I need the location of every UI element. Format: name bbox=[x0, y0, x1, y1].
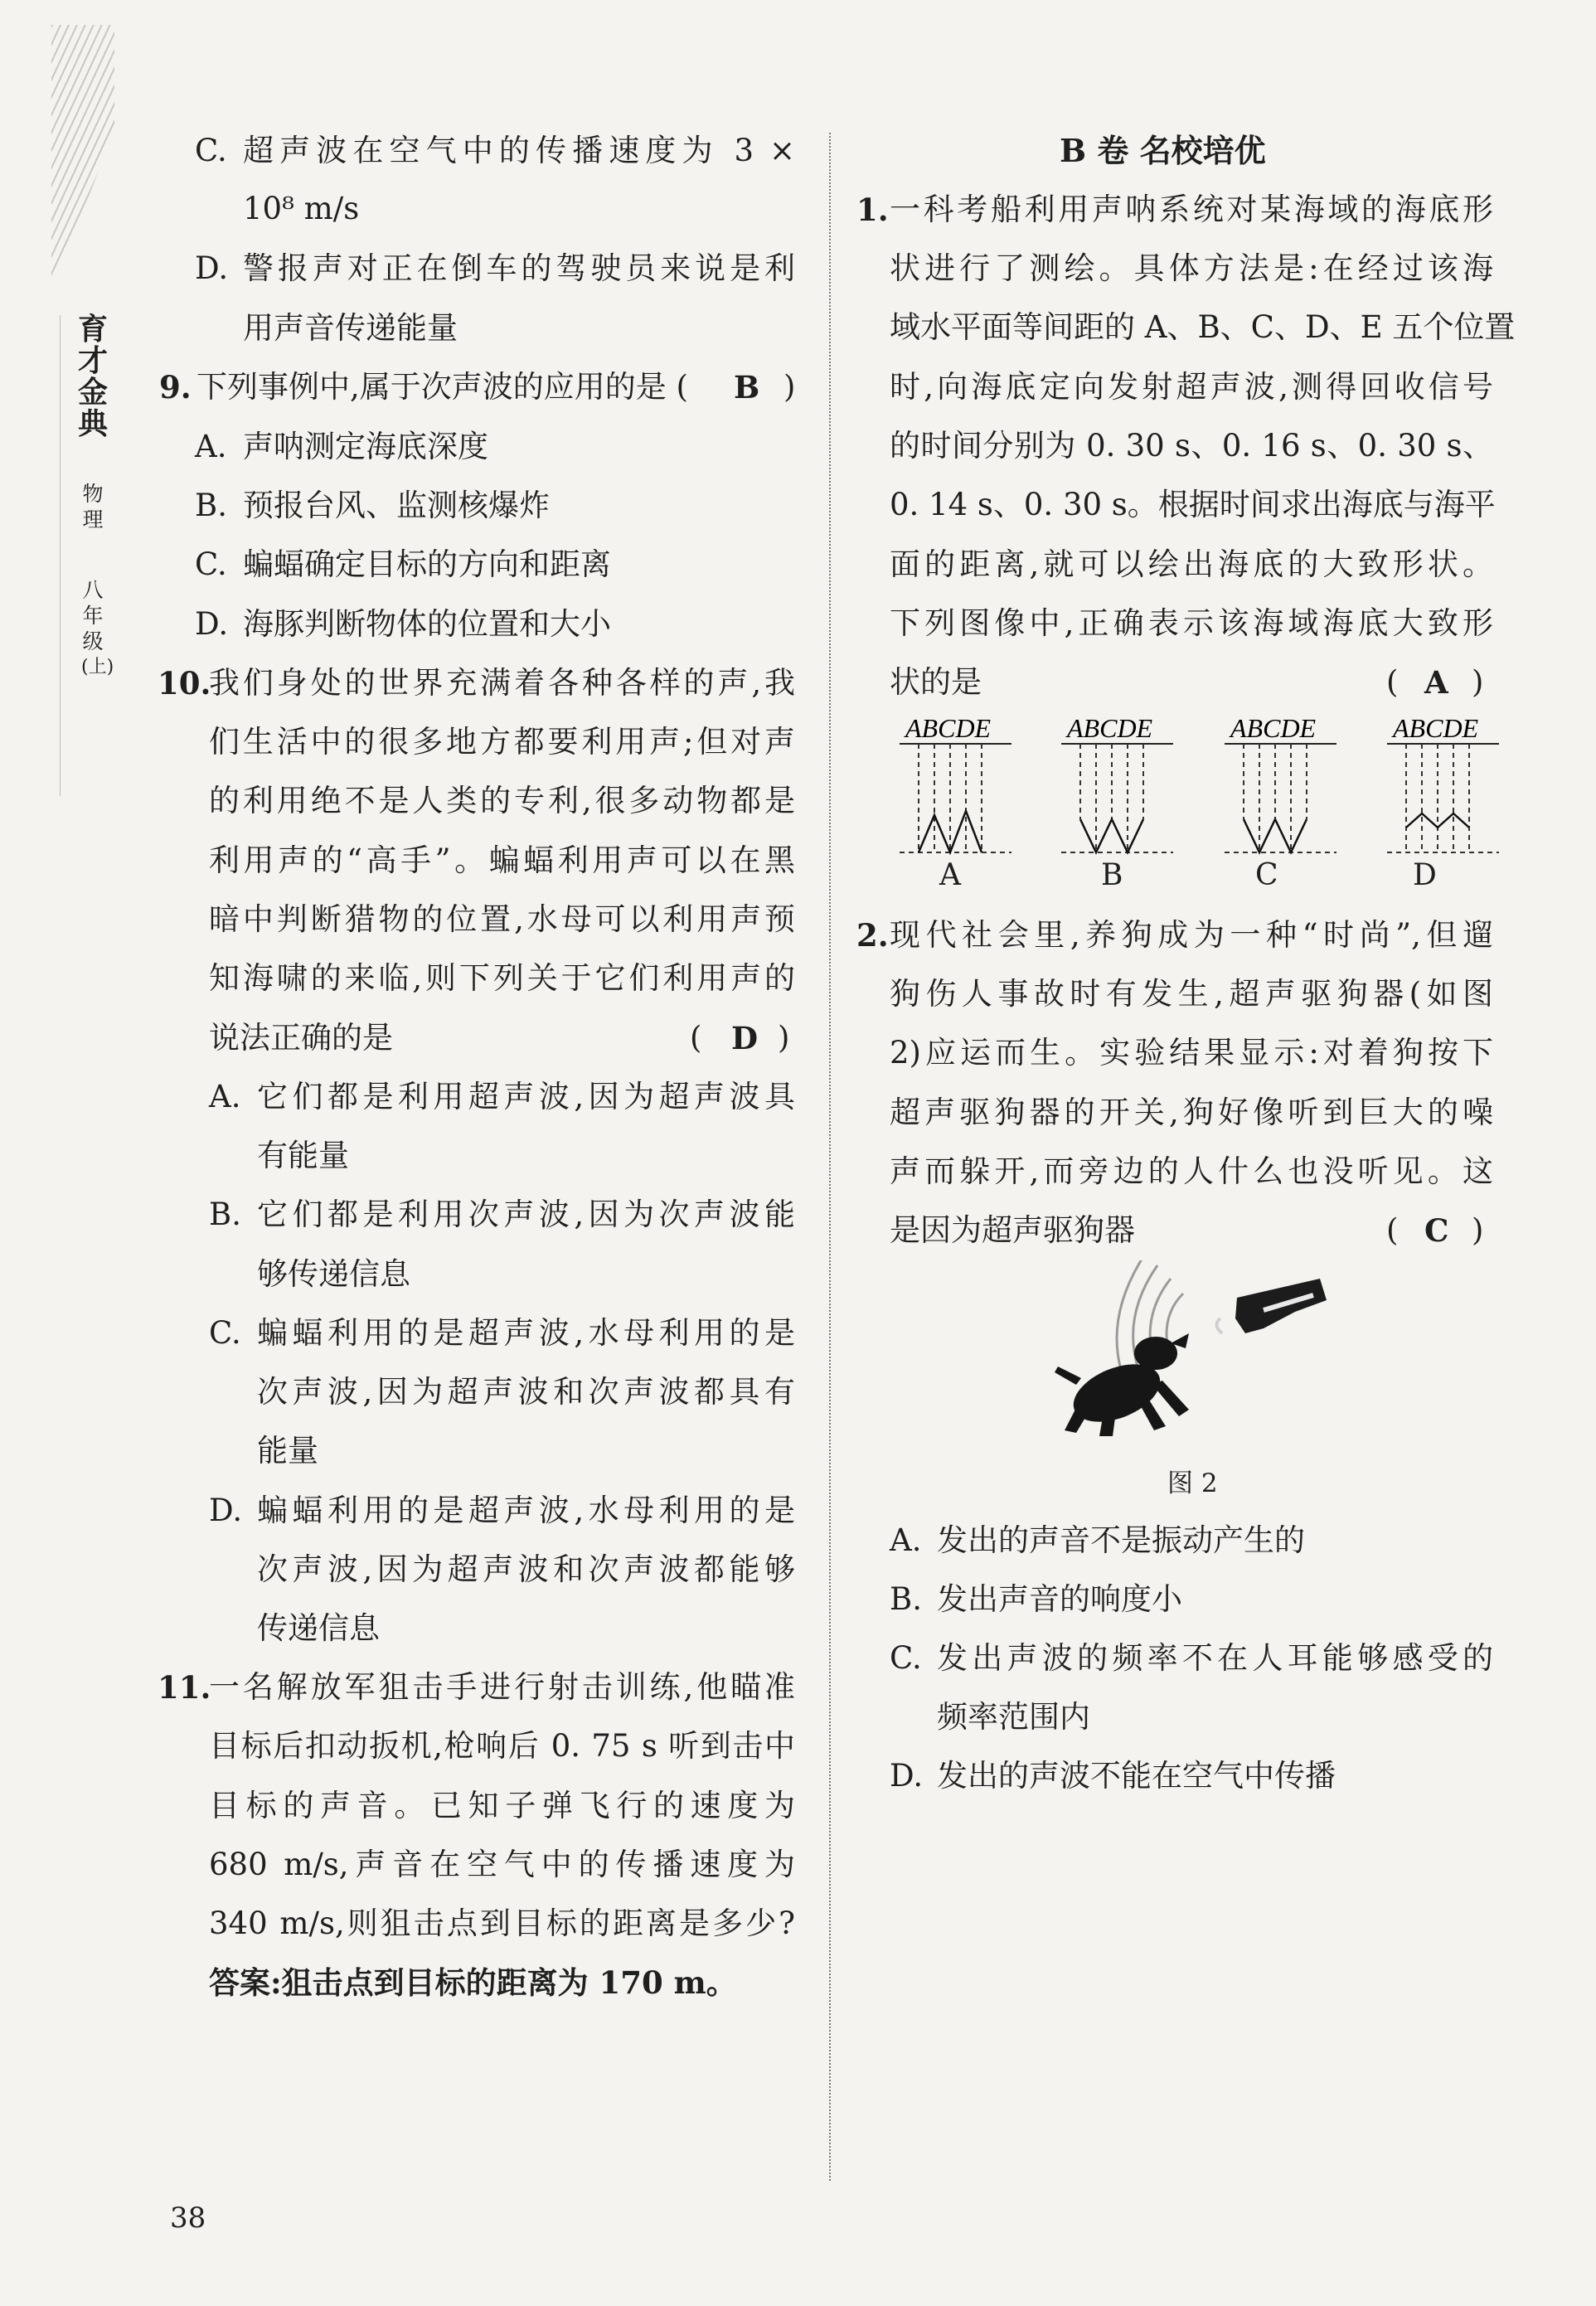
q8-option-c-line1: 超声波在空气中的传播速度为 3 × bbox=[243, 133, 795, 168]
seabed-figure-a-points: ABCDE bbox=[905, 713, 992, 743]
rq2-open-paren: ( bbox=[1386, 1212, 1399, 1248]
seabed-figure-a bbox=[895, 707, 1020, 861]
q10-option-c-line3: 能量 bbox=[257, 1433, 318, 1469]
q9-option-c-text: 蝙蝠确定目标的方向和距离 bbox=[243, 546, 611, 582]
q10-option-a-line2: 有能量 bbox=[257, 1138, 349, 1173]
q10-option-b-line2: 够传递信息 bbox=[257, 1256, 410, 1292]
rq1-stem-line2: 状进行了测绘。具体方法是:在经过该海 bbox=[890, 250, 1493, 286]
sidebar-grade: 八 年 级 (上) bbox=[81, 578, 114, 677]
q10-option-b-line1: 它们都是利用次声波,因为次声波能 bbox=[257, 1197, 795, 1232]
q10-stem-line4: 利用声的“高手”。蝙蝠利用声可以在黑 bbox=[209, 842, 795, 878]
q10-option-a-line1: 它们都是利用超声波,因为超声波具 bbox=[257, 1079, 795, 1114]
rq2-stem-line6: 是因为超声驱狗器 bbox=[890, 1212, 1135, 1248]
dog-repeller-illustration bbox=[1046, 1260, 1336, 1447]
q9-option-a-label: A. bbox=[195, 429, 227, 464]
q11-stem-line5: 340 m/s,则狙击点到目标的距离是多少? bbox=[209, 1905, 795, 1941]
q9-close-paren: ) bbox=[783, 369, 796, 405]
q8-option-d-label: D. bbox=[195, 250, 229, 286]
q11-number: 11. bbox=[158, 1669, 211, 1706]
q10-stem-line1: 我们身处的世界充满着各种各样的声,我 bbox=[209, 665, 795, 701]
seabed-option-d-label: D bbox=[1413, 858, 1437, 892]
seabed-option-a-label: A bbox=[939, 858, 961, 892]
rq2-stem-line5: 声而躲开,而旁边的人什么也没听见。这 bbox=[890, 1153, 1493, 1189]
rq1-stem-line6: 0. 14 s、0. 30 s。根据时间求出海底与海平 bbox=[890, 487, 1496, 522]
rq2-stem-line3: 2)应运而生。实验结果显示:对着狗按下 bbox=[890, 1035, 1493, 1070]
seabed-figure-d-points: ABCDE bbox=[1393, 713, 1479, 743]
rq1-stem-line3: 域水平面等间距的 A、B、C、D、E 五个位置 bbox=[890, 309, 1516, 345]
q10-option-b-label: B. bbox=[209, 1197, 241, 1232]
column-divider bbox=[829, 133, 831, 2181]
q10-stem-line5: 暗中判断猎物的位置,水母可以利用声预 bbox=[209, 901, 795, 937]
q10-number: 10. bbox=[158, 665, 211, 702]
seabed-figure-c bbox=[1220, 707, 1345, 861]
rq1-stem-line5: 的时间分别为 0. 30 s、0. 16 s、0. 30 s、 bbox=[890, 428, 1493, 464]
rq2-answer: C bbox=[1424, 1212, 1449, 1249]
rq2-stem-line4: 超声驱狗器的开关,狗好像听到巨大的噪 bbox=[890, 1095, 1493, 1130]
rq2-option-c-line1: 发出声波的频率不在人耳能够感受的 bbox=[937, 1640, 1493, 1676]
section-title: B 卷 名校培优 bbox=[1060, 132, 1266, 169]
q10-stem-line2: 们生活中的很多地方都要利用声;但对声 bbox=[209, 724, 795, 760]
rq1-stem-line8: 下列图像中,正确表示该海域海底大致形 bbox=[890, 605, 1493, 641]
rq2-option-c-label: C. bbox=[890, 1640, 922, 1676]
rq2-close-paren: ) bbox=[1472, 1212, 1484, 1248]
rq1-stem-line7: 面的距离,就可以绘出海底的大致形状。 bbox=[890, 546, 1493, 582]
rq2-option-d-text: 发出的声波不能在空气中传播 bbox=[937, 1758, 1336, 1794]
decorative-hatch bbox=[51, 25, 114, 290]
page-number: 38 bbox=[170, 2202, 206, 2235]
rq2-option-b-label: B. bbox=[890, 1581, 922, 1617]
q8-option-d-line1: 警报声对正在倒车的驾驶员来说是利 bbox=[243, 250, 795, 286]
q10-option-d-line2: 次声波,因为超声波和次声波都能够 bbox=[257, 1551, 795, 1587]
q10-stem-line3: 的利用绝不是人类的专利,很多动物都是 bbox=[209, 783, 795, 818]
q9-stem: 下列事例中,属于次声波的应用的是 ( bbox=[196, 369, 688, 405]
q10-option-c-line1: 蝙蝠利用的是超声波,水母利用的是 bbox=[257, 1315, 795, 1351]
q10-option-d-line3: 传递信息 bbox=[257, 1610, 380, 1646]
seabed-figure-d bbox=[1383, 707, 1507, 861]
seabed-figure-c-points: ABCDE bbox=[1230, 713, 1317, 743]
figure-2-caption: 图 2 bbox=[1167, 1469, 1218, 1498]
rq1-stem-line9: 状的是 bbox=[890, 664, 982, 700]
q9-option-a-text: 声呐测定海底深度 bbox=[243, 429, 488, 464]
q8-option-c-label: C. bbox=[195, 133, 227, 168]
seabed-figure-b-points: ABCDE bbox=[1067, 713, 1153, 743]
q9-option-b-text: 预报台风、监测核爆炸 bbox=[243, 488, 550, 523]
q10-stem-line6: 知海啸的来临,则下列关于它们利用声的 bbox=[209, 960, 795, 996]
rq2-option-c-line2: 频率范围内 bbox=[937, 1699, 1090, 1735]
sidebar-rule bbox=[60, 315, 61, 796]
q9-answer: B bbox=[734, 369, 760, 405]
q9-option-d-text: 海豚判断物体的位置和大小 bbox=[243, 606, 611, 642]
q10-open-paren: ( bbox=[690, 1020, 702, 1056]
q8-option-c-line2: 10⁸ m/s bbox=[243, 191, 360, 226]
q10-option-c-line2: 次声波,因为超声波和次声波都具有 bbox=[257, 1374, 795, 1410]
rq2-stem-line2: 狗伤人事故时有发生,超声驱狗器(如图 bbox=[890, 976, 1493, 1012]
seabed-figure-b bbox=[1057, 707, 1181, 861]
rq1-close-paren: ) bbox=[1472, 664, 1484, 700]
q10-option-d-line1: 蝙蝠利用的是超声波,水母利用的是 bbox=[257, 1493, 795, 1528]
rq2-stem-line1: 现代社会里,养狗成为一种“时尚”,但遛 bbox=[890, 917, 1493, 953]
rq2-option-d-label: D. bbox=[890, 1758, 924, 1794]
seabed-option-c-label: C bbox=[1255, 858, 1278, 892]
rq1-open-paren: ( bbox=[1386, 664, 1399, 700]
q11-answer: 答案:狙击点到目标的距离为 170 m。 bbox=[209, 1964, 737, 2001]
q10-option-d-label: D. bbox=[209, 1493, 243, 1528]
q9-option-c-label: C. bbox=[195, 546, 227, 582]
q11-stem-line2: 目标后扣动扳机,枪响后 0. 75 s 听到击中 bbox=[209, 1728, 795, 1764]
q10-close-paren: ) bbox=[778, 1020, 790, 1056]
rq2-number: 2. bbox=[856, 917, 889, 954]
q10-answer: D bbox=[731, 1020, 759, 1056]
rq1-number: 1. bbox=[856, 192, 889, 228]
sidebar-brand: 育 才 金 典 bbox=[78, 312, 109, 441]
q11-stem-line1: 一名解放军狙击手进行射击训练,他瞄准 bbox=[209, 1669, 795, 1705]
q11-stem-line4: 680 m/s,声音在空气中的传播速度为 bbox=[209, 1847, 795, 1882]
q8-option-d-line2: 用声音传递能量 bbox=[243, 310, 458, 346]
q9-number: 9. bbox=[159, 369, 192, 405]
rq1-answer: A bbox=[1424, 664, 1448, 701]
rq2-option-a-text: 发出的声音不是振动产生的 bbox=[937, 1522, 1305, 1558]
rq1-stem-line1: 一科考船利用声呐系统对某海域的海底形 bbox=[890, 192, 1493, 227]
q11-stem-line3: 目标的声音。已知子弹飞行的速度为 bbox=[209, 1788, 795, 1823]
rq1-stem-line4: 时,向海底定向发射超声波,测得回收信号 bbox=[890, 369, 1493, 405]
seabed-option-b-label: B bbox=[1101, 858, 1123, 892]
q9-option-d-label: D. bbox=[195, 606, 229, 642]
q10-option-a-label: A. bbox=[209, 1079, 241, 1114]
rq2-option-a-label: A. bbox=[890, 1522, 922, 1558]
q9-option-b-label: B. bbox=[195, 488, 227, 523]
sidebar-subject: 物 理 bbox=[82, 482, 104, 532]
q10-option-c-label: C. bbox=[209, 1315, 241, 1351]
q10-stem-line7: 说法正确的是 bbox=[209, 1020, 393, 1056]
rq2-option-b-text: 发出声音的响度小 bbox=[937, 1581, 1182, 1617]
